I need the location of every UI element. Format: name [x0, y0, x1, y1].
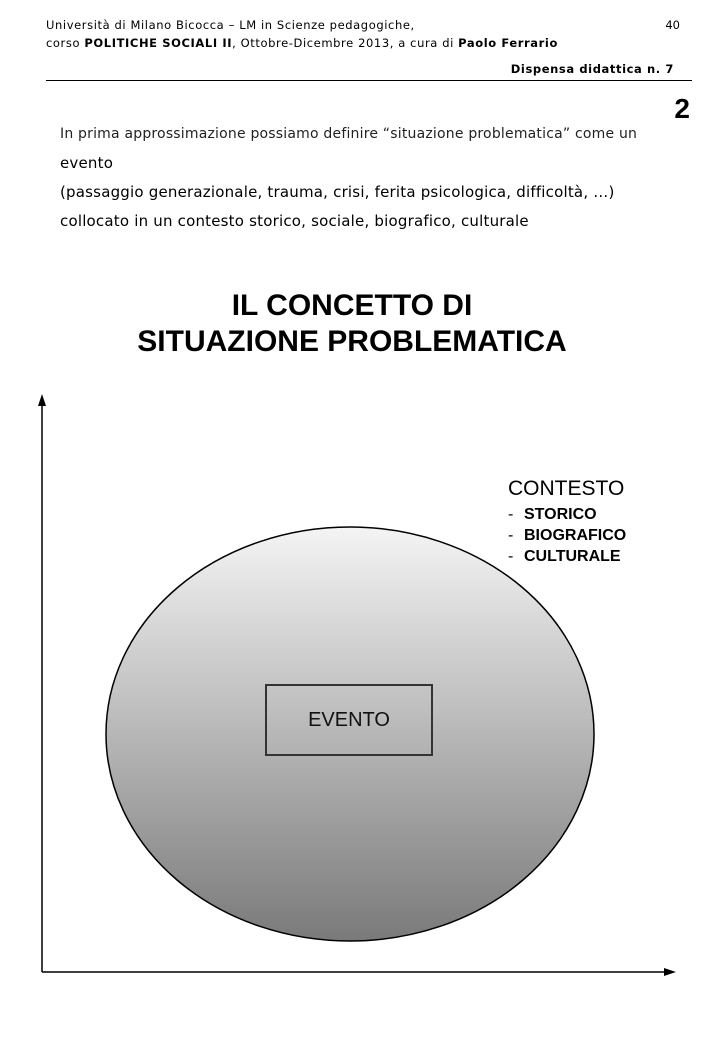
contesto-item: - BIOGRAFICO [508, 527, 627, 544]
intro-line: collocato in un contesto storico, sociale, biografico, culturale [60, 212, 529, 230]
contesto-item: - STORICO [508, 506, 597, 523]
evento-box [265, 684, 433, 756]
header-course-middle: , Ottobre-Dicembre 2013, a cura di [232, 36, 459, 50]
header-institution: Università di Milano Bicocca – LM in Scienze pedagogiche, [46, 18, 415, 32]
intro-line: In prima approssimazione possiamo definire “situazione problematica” come un [60, 126, 638, 142]
page-number: 40 [665, 18, 680, 32]
slide-number: 2 [674, 93, 690, 124]
header-course-prefix: corso [46, 36, 85, 50]
x-axis-arrow-icon [664, 968, 676, 976]
evento-label: EVENTO [308, 708, 390, 731]
contesto-item: - CULTURALE [508, 548, 621, 565]
intro-line: evento [60, 154, 114, 172]
contesto-list [508, 504, 626, 567]
dispensa-label: Dispensa didattica n. 7 [510, 62, 674, 76]
y-axis-arrow-icon [38, 394, 46, 406]
header-course-name: POLITICHE SOCIALI II [84, 36, 233, 50]
header-author: Paolo Ferrario [458, 36, 558, 50]
intro-line: (passaggio generazionale, trauma, crisi, ferita psicologica, difficoltà, …) [60, 183, 615, 201]
contesto-heading: CONTESTO [508, 477, 625, 500]
diagram-title-line1: IL CONCETTO DI [231, 289, 473, 322]
diagram-title-line2: SITUAZIONE PROBLEMATICA [137, 325, 567, 358]
